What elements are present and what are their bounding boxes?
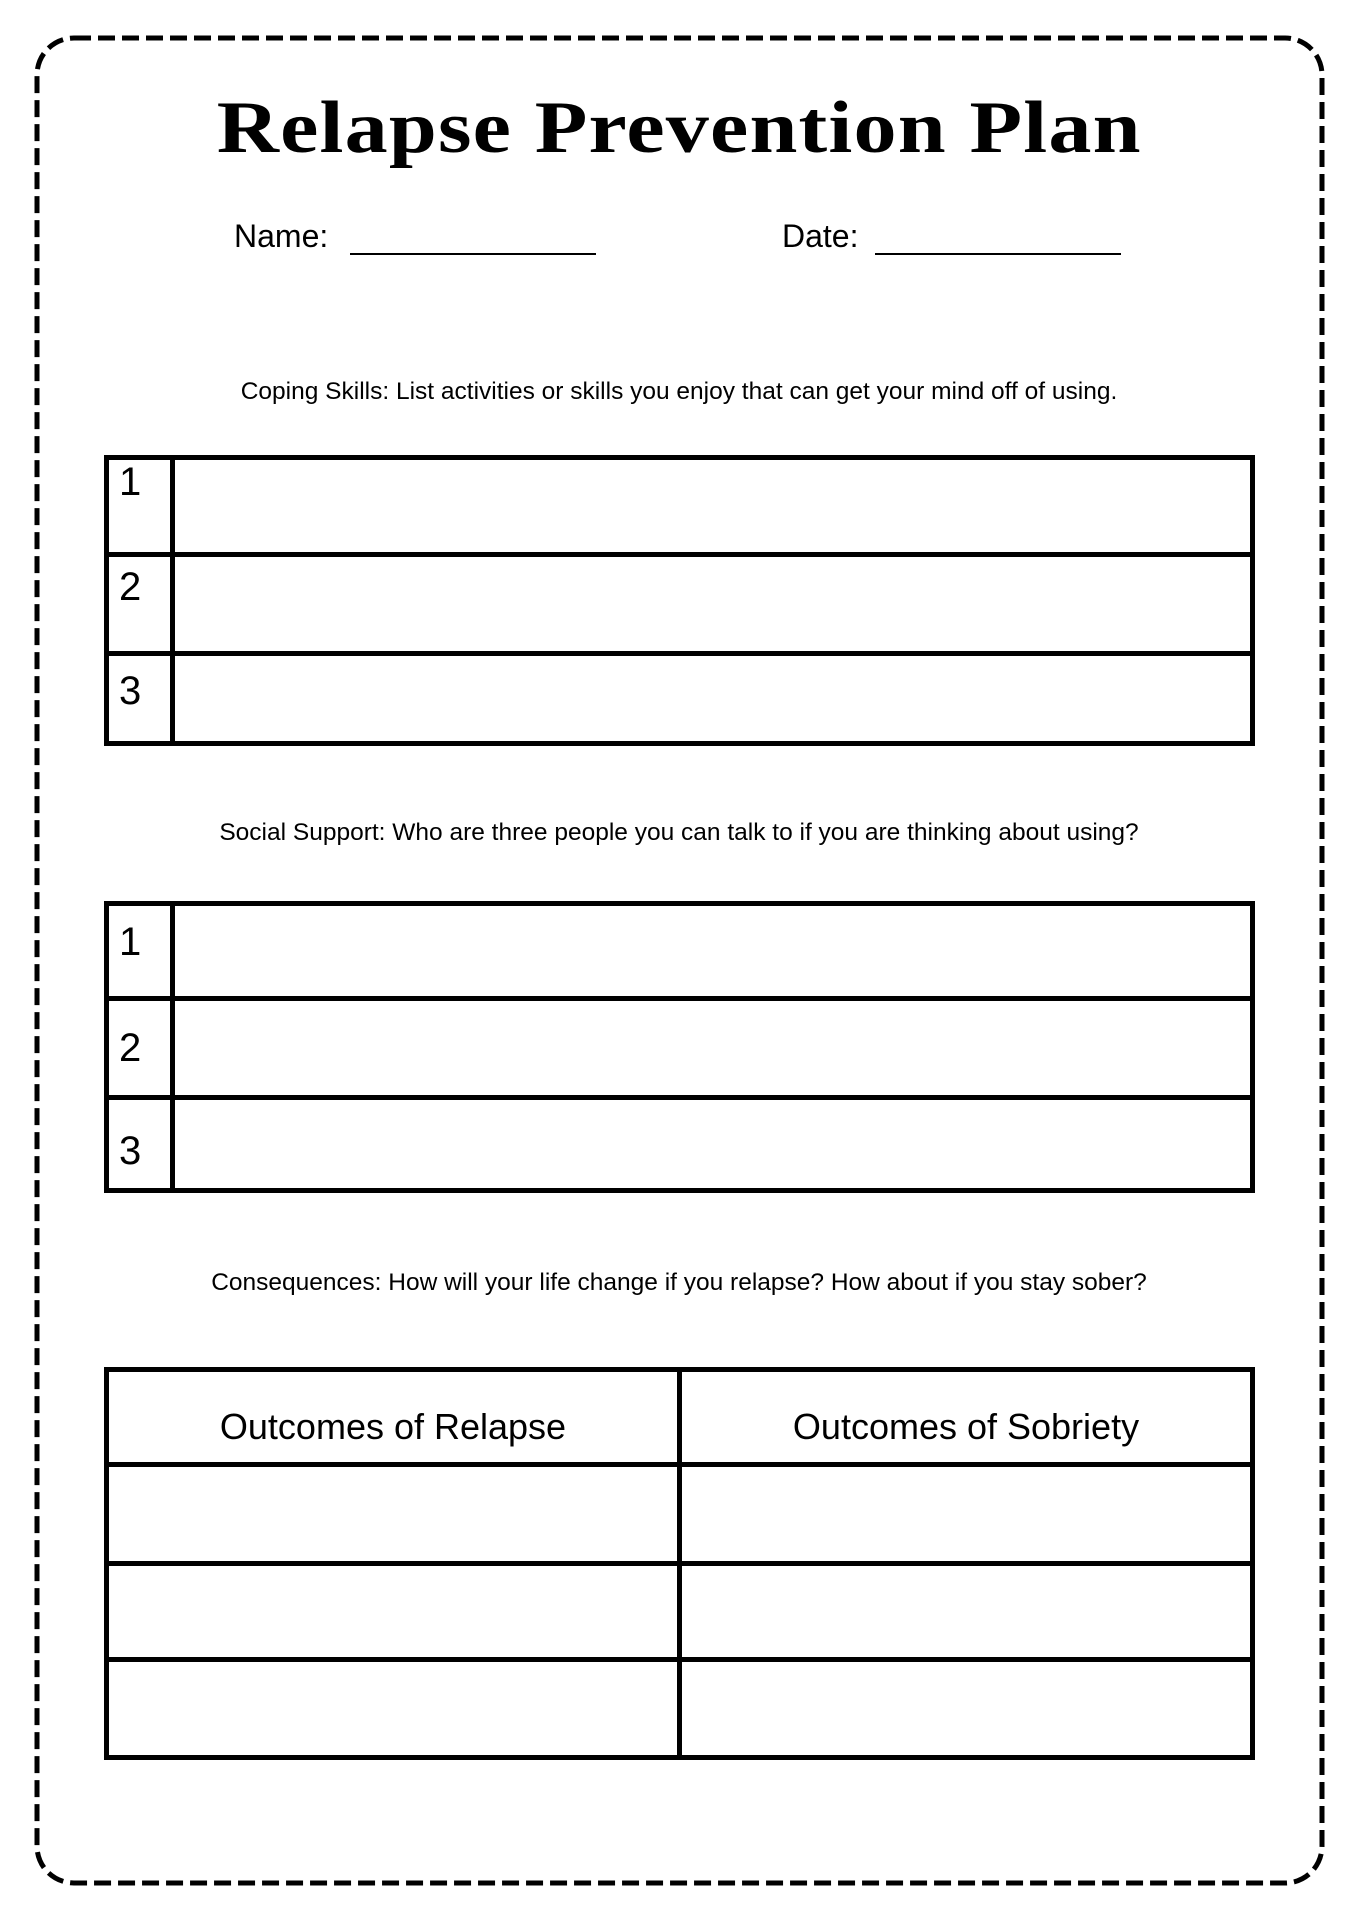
date-input-line[interactable] — [875, 253, 1121, 255]
sobriety-outcome-entry[interactable] — [682, 1467, 1250, 1561]
consequences-prompt: Consequences: How will your life change if you relapse? How about if you stay sober? — [211, 1269, 1147, 1296]
sobriety-outcome-entry[interactable] — [682, 1566, 1250, 1657]
page-title-text: Relapse Prevention Plan — [216, 87, 1142, 169]
date-label: Date: — [782, 218, 859, 254]
row-number: 1 — [119, 920, 142, 964]
row-number: 1 — [119, 460, 142, 504]
relapse-outcome-entry[interactable] — [109, 1566, 677, 1657]
sobriety-outcome-entry[interactable] — [682, 1662, 1250, 1755]
row-number: 2 — [119, 1026, 142, 1070]
support-person-entry[interactable] — [175, 1001, 1250, 1095]
row-number: 2 — [119, 565, 142, 609]
relapse-outcome-entry[interactable] — [109, 1662, 677, 1755]
row-number: 3 — [119, 669, 142, 713]
column-header-sobriety: Outcomes of Sobriety — [792, 1406, 1140, 1447]
name-label: Name: — [234, 218, 329, 254]
column-header-relapse: Outcomes of Relapse — [219, 1406, 567, 1447]
coping-skill-entry[interactable] — [175, 656, 1250, 741]
name-input-line[interactable] — [350, 253, 596, 255]
page-title — [217, 88, 1142, 168]
row-number: 3 — [119, 1129, 142, 1173]
relapse-outcome-entry[interactable] — [109, 1467, 677, 1561]
coping-skill-entry[interactable] — [175, 557, 1250, 651]
social-support-prompt: Social Support: Who are three people you can talk to if you are thinking about using? — [219, 819, 1139, 846]
coping-skill-entry[interactable] — [175, 460, 1250, 552]
support-person-entry[interactable] — [175, 906, 1250, 996]
coping-skills-prompt: Coping Skills: List activities or skills you enjoy that can get your mind off of using. — [240, 378, 1118, 405]
support-person-entry[interactable] — [175, 1100, 1250, 1188]
